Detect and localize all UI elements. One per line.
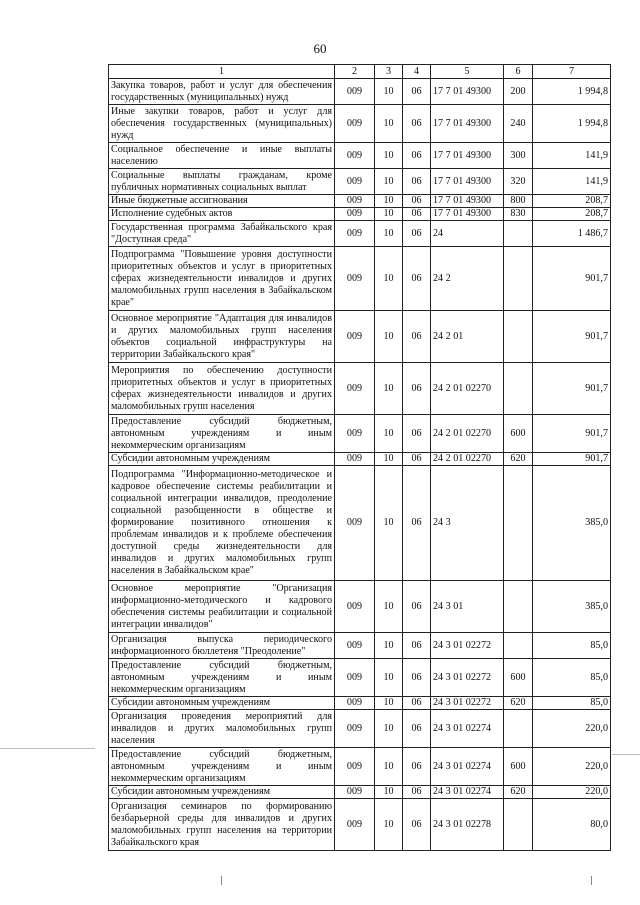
cell-gr: 009 [335, 363, 375, 415]
cell-rz: 10 [375, 710, 403, 748]
cell-gr: 009 [335, 659, 375, 697]
cell-rz: 10 [375, 799, 403, 851]
cell-vr [504, 799, 533, 851]
row-name: Организация проведения мероприятий для инвалидов и других маломобильных групп населения [109, 710, 335, 748]
scan-mark [221, 876, 222, 885]
row-name: Субсидии автономным учреждениям [109, 697, 335, 710]
cell-csr: 17 7 01 49300 [431, 195, 504, 208]
row-name: Организация семинаров по формированию безбарьерной среды для инвалидов и других маломобильных групп населения на территории Забайкальского края [109, 799, 335, 851]
cell-csr: 24 3 01 02272 [431, 659, 504, 697]
cell-gr: 009 [335, 697, 375, 710]
cell-pr: 06 [403, 221, 431, 247]
row-name: Организация выпуска периодического информационного бюллетеня "Преодоление" [109, 633, 335, 659]
table-row [109, 79, 611, 105]
cell-gr: 009 [335, 105, 375, 143]
table-row [109, 415, 611, 453]
cell-sum: 220,0 [533, 748, 611, 786]
cell-sum: 208,7 [533, 208, 611, 221]
table-row [109, 453, 611, 466]
row-name: Исполнение судебных актов [109, 208, 335, 221]
cell-sum: 85,0 [533, 659, 611, 697]
row-name: Иные закупки товаров, работ и услуг для обеспечения государственных (муниципальных) нужд [109, 105, 335, 143]
column-header: 4 [403, 65, 431, 79]
column-number-row [109, 65, 611, 79]
cell-pr: 06 [403, 453, 431, 466]
cell-sum: 1 486,7 [533, 221, 611, 247]
cell-sum: 85,0 [533, 697, 611, 710]
column-header: 1 [109, 65, 335, 79]
row-name: Социальное обеспечение и иные выплаты населению [109, 143, 335, 169]
cell-vr [504, 466, 533, 581]
cell-gr: 009 [335, 79, 375, 105]
budget-table-body [109, 65, 611, 851]
cell-vr: 600 [504, 748, 533, 786]
cell-csr: 24 2 01 [431, 311, 504, 363]
table-row [109, 748, 611, 786]
cell-sum: 901,7 [533, 363, 611, 415]
cell-sum: 901,7 [533, 247, 611, 311]
row-name: Основное мероприятие "Адаптация для инвалидов и других маломобильных групп населения объектов социальной инфраструктуры на территории Забайкальского края" [109, 311, 335, 363]
table-row [109, 195, 611, 208]
cell-pr: 06 [403, 748, 431, 786]
cell-rz: 10 [375, 748, 403, 786]
cell-sum: 85,0 [533, 633, 611, 659]
cell-vr: 620 [504, 453, 533, 466]
table-row [109, 221, 611, 247]
row-name: Предоставление субсидий бюджетным, автономным учреждениям и иным некоммерческим организациям [109, 659, 335, 697]
cell-csr: 24 3 01 02274 [431, 748, 504, 786]
cell-vr: 800 [504, 195, 533, 208]
cell-pr: 06 [403, 710, 431, 748]
table-row [109, 697, 611, 710]
table-row [109, 105, 611, 143]
cell-vr [504, 581, 533, 633]
cell-rz: 10 [375, 311, 403, 363]
cell-rz: 10 [375, 208, 403, 221]
cell-rz: 10 [375, 195, 403, 208]
cell-csr: 17 7 01 49300 [431, 105, 504, 143]
cell-pr: 06 [403, 786, 431, 799]
cell-vr: 830 [504, 208, 533, 221]
cell-sum: 901,7 [533, 453, 611, 466]
cell-sum: 208,7 [533, 195, 611, 208]
cell-vr: 600 [504, 415, 533, 453]
cell-gr: 009 [335, 311, 375, 363]
cell-pr: 06 [403, 581, 431, 633]
cell-vr: 620 [504, 786, 533, 799]
cell-vr: 300 [504, 143, 533, 169]
column-header: 3 [375, 65, 403, 79]
cell-rz: 10 [375, 581, 403, 633]
cell-pr: 06 [403, 363, 431, 415]
cell-csr: 17 7 01 49300 [431, 143, 504, 169]
cell-pr: 06 [403, 311, 431, 363]
row-name: Государственная программа Забайкальского края "Доступная среда" [109, 221, 335, 247]
cell-csr: 24 3 01 02278 [431, 799, 504, 851]
row-name: Предоставление субсидий бюджетным, автономным учреждениям и иным некоммерческим организациям [109, 415, 335, 453]
cell-pr: 06 [403, 208, 431, 221]
row-name: Субсидии автономным учреждениям [109, 453, 335, 466]
cell-gr: 009 [335, 748, 375, 786]
cell-csr: 24 2 01 02270 [431, 453, 504, 466]
cell-csr: 24 2 01 02270 [431, 415, 504, 453]
column-header: 2 [335, 65, 375, 79]
table-row [109, 466, 611, 581]
page-number: 60 [313, 41, 327, 56]
cell-csr: 24 3 01 [431, 581, 504, 633]
cell-gr: 009 [335, 195, 375, 208]
cell-gr: 009 [335, 247, 375, 311]
cell-vr [504, 247, 533, 311]
cell-rz: 10 [375, 79, 403, 105]
row-name: Закупка товаров, работ и услуг для обеспечения государственных (муниципальных) нужд [109, 79, 335, 105]
row-name: Подпрограмма "Информационно-методическое и кадровое обеспечение системы реабилитации и социальной интеграции инвалидов, преодоление социальной разобщенности в обществе и формирование позитивного отношения к проблемам инвалидов и к проблеме обеспечения доступной среды жизнедеятельности для инвалидов и других маломобильных групп населения в Забайкальском крае" [109, 466, 335, 581]
scan-mark [612, 754, 640, 755]
cell-rz: 10 [375, 659, 403, 697]
cell-vr [504, 710, 533, 748]
cell-sum: 220,0 [533, 786, 611, 799]
cell-pr: 06 [403, 143, 431, 169]
cell-sum: 1 994,8 [533, 79, 611, 105]
cell-rz: 10 [375, 221, 403, 247]
cell-vr: 620 [504, 697, 533, 710]
scan-mark [591, 876, 592, 885]
cell-pr: 06 [403, 659, 431, 697]
cell-pr: 06 [403, 247, 431, 311]
cell-pr: 06 [403, 633, 431, 659]
cell-csr: 17 7 01 49300 [431, 79, 504, 105]
cell-csr: 24 3 [431, 466, 504, 581]
cell-gr: 009 [335, 581, 375, 633]
cell-csr: 24 3 01 02274 [431, 710, 504, 748]
cell-csr: 24 3 01 02274 [431, 786, 504, 799]
cell-sum: 901,7 [533, 415, 611, 453]
cell-csr: 24 [431, 221, 504, 247]
table-row [109, 363, 611, 415]
table-row [109, 799, 611, 851]
cell-gr: 009 [335, 143, 375, 169]
cell-vr [504, 633, 533, 659]
cell-gr: 009 [335, 208, 375, 221]
table-row [109, 786, 611, 799]
cell-csr: 17 7 01 49300 [431, 208, 504, 221]
cell-gr: 009 [335, 415, 375, 453]
table-row [109, 633, 611, 659]
cell-rz: 10 [375, 247, 403, 311]
cell-sum: 80,0 [533, 799, 611, 851]
cell-pr: 06 [403, 169, 431, 195]
table-row [109, 169, 611, 195]
cell-rz: 10 [375, 363, 403, 415]
row-name: Предоставление субсидий бюджетным, автономным учреждениям и иным некоммерческим организациям [109, 748, 335, 786]
row-name: Основное мероприятие "Организация информационно-методического и кадрового обеспечения системы реабилитации и социальной интеграции инвалидов" [109, 581, 335, 633]
cell-rz: 10 [375, 169, 403, 195]
cell-sum: 1 994,8 [533, 105, 611, 143]
cell-rz: 10 [375, 143, 403, 169]
cell-vr: 320 [504, 169, 533, 195]
cell-vr: 200 [504, 79, 533, 105]
table-row [109, 581, 611, 633]
cell-pr: 06 [403, 195, 431, 208]
budget-table [108, 64, 611, 851]
cell-gr: 009 [335, 786, 375, 799]
cell-rz: 10 [375, 697, 403, 710]
cell-pr: 06 [403, 697, 431, 710]
row-name: Мероприятия по обеспечению доступности приоритетных объектов и услуг в приоритетных сферах жизнедеятельности инвалидов и других маломобильных групп населения [109, 363, 335, 415]
cell-vr [504, 221, 533, 247]
cell-csr: 24 3 01 02272 [431, 633, 504, 659]
table-row [109, 208, 611, 221]
cell-pr: 06 [403, 79, 431, 105]
cell-rz: 10 [375, 415, 403, 453]
cell-rz: 10 [375, 633, 403, 659]
row-name: Иные бюджетные ассигнования [109, 195, 335, 208]
cell-vr: 600 [504, 659, 533, 697]
table-row [109, 710, 611, 748]
cell-gr: 009 [335, 710, 375, 748]
cell-rz: 10 [375, 466, 403, 581]
table-row [109, 659, 611, 697]
table-row [109, 143, 611, 169]
cell-rz: 10 [375, 453, 403, 466]
table-row [109, 311, 611, 363]
cell-sum: 901,7 [533, 311, 611, 363]
row-name: Социальные выплаты гражданам, кроме публичных нормативных социальных выплат [109, 169, 335, 195]
row-name: Субсидии автономным учреждениям [109, 786, 335, 799]
cell-vr [504, 311, 533, 363]
cell-vr: 240 [504, 105, 533, 143]
cell-sum: 385,0 [533, 581, 611, 633]
cell-csr: 24 3 01 02272 [431, 697, 504, 710]
cell-csr: 17 7 01 49300 [431, 169, 504, 195]
cell-gr: 009 [335, 221, 375, 247]
cell-csr: 24 2 [431, 247, 504, 311]
cell-gr: 009 [335, 799, 375, 851]
cell-pr: 06 [403, 105, 431, 143]
cell-sum: 220,0 [533, 710, 611, 748]
cell-gr: 009 [335, 169, 375, 195]
cell-csr: 24 2 01 02270 [431, 363, 504, 415]
cell-gr: 009 [335, 466, 375, 581]
cell-gr: 009 [335, 633, 375, 659]
cell-gr: 009 [335, 453, 375, 466]
cell-sum: 141,9 [533, 143, 611, 169]
column-header: 7 [533, 65, 611, 79]
column-header: 6 [504, 65, 533, 79]
cell-pr: 06 [403, 799, 431, 851]
cell-rz: 10 [375, 786, 403, 799]
cell-pr: 06 [403, 466, 431, 581]
row-name: Подпрограмма "Повышение уровня доступности приоритетных объектов и услуг в приоритетных сферах жизнедеятельности инвалидов и других маломобильных групп населения в Забайкальском крае" [109, 247, 335, 311]
cell-vr [504, 363, 533, 415]
table-row [109, 247, 611, 311]
scan-mark [0, 748, 95, 749]
cell-sum: 141,9 [533, 169, 611, 195]
cell-rz: 10 [375, 105, 403, 143]
cell-pr: 06 [403, 415, 431, 453]
cell-sum: 385,0 [533, 466, 611, 581]
column-header: 5 [431, 65, 504, 79]
